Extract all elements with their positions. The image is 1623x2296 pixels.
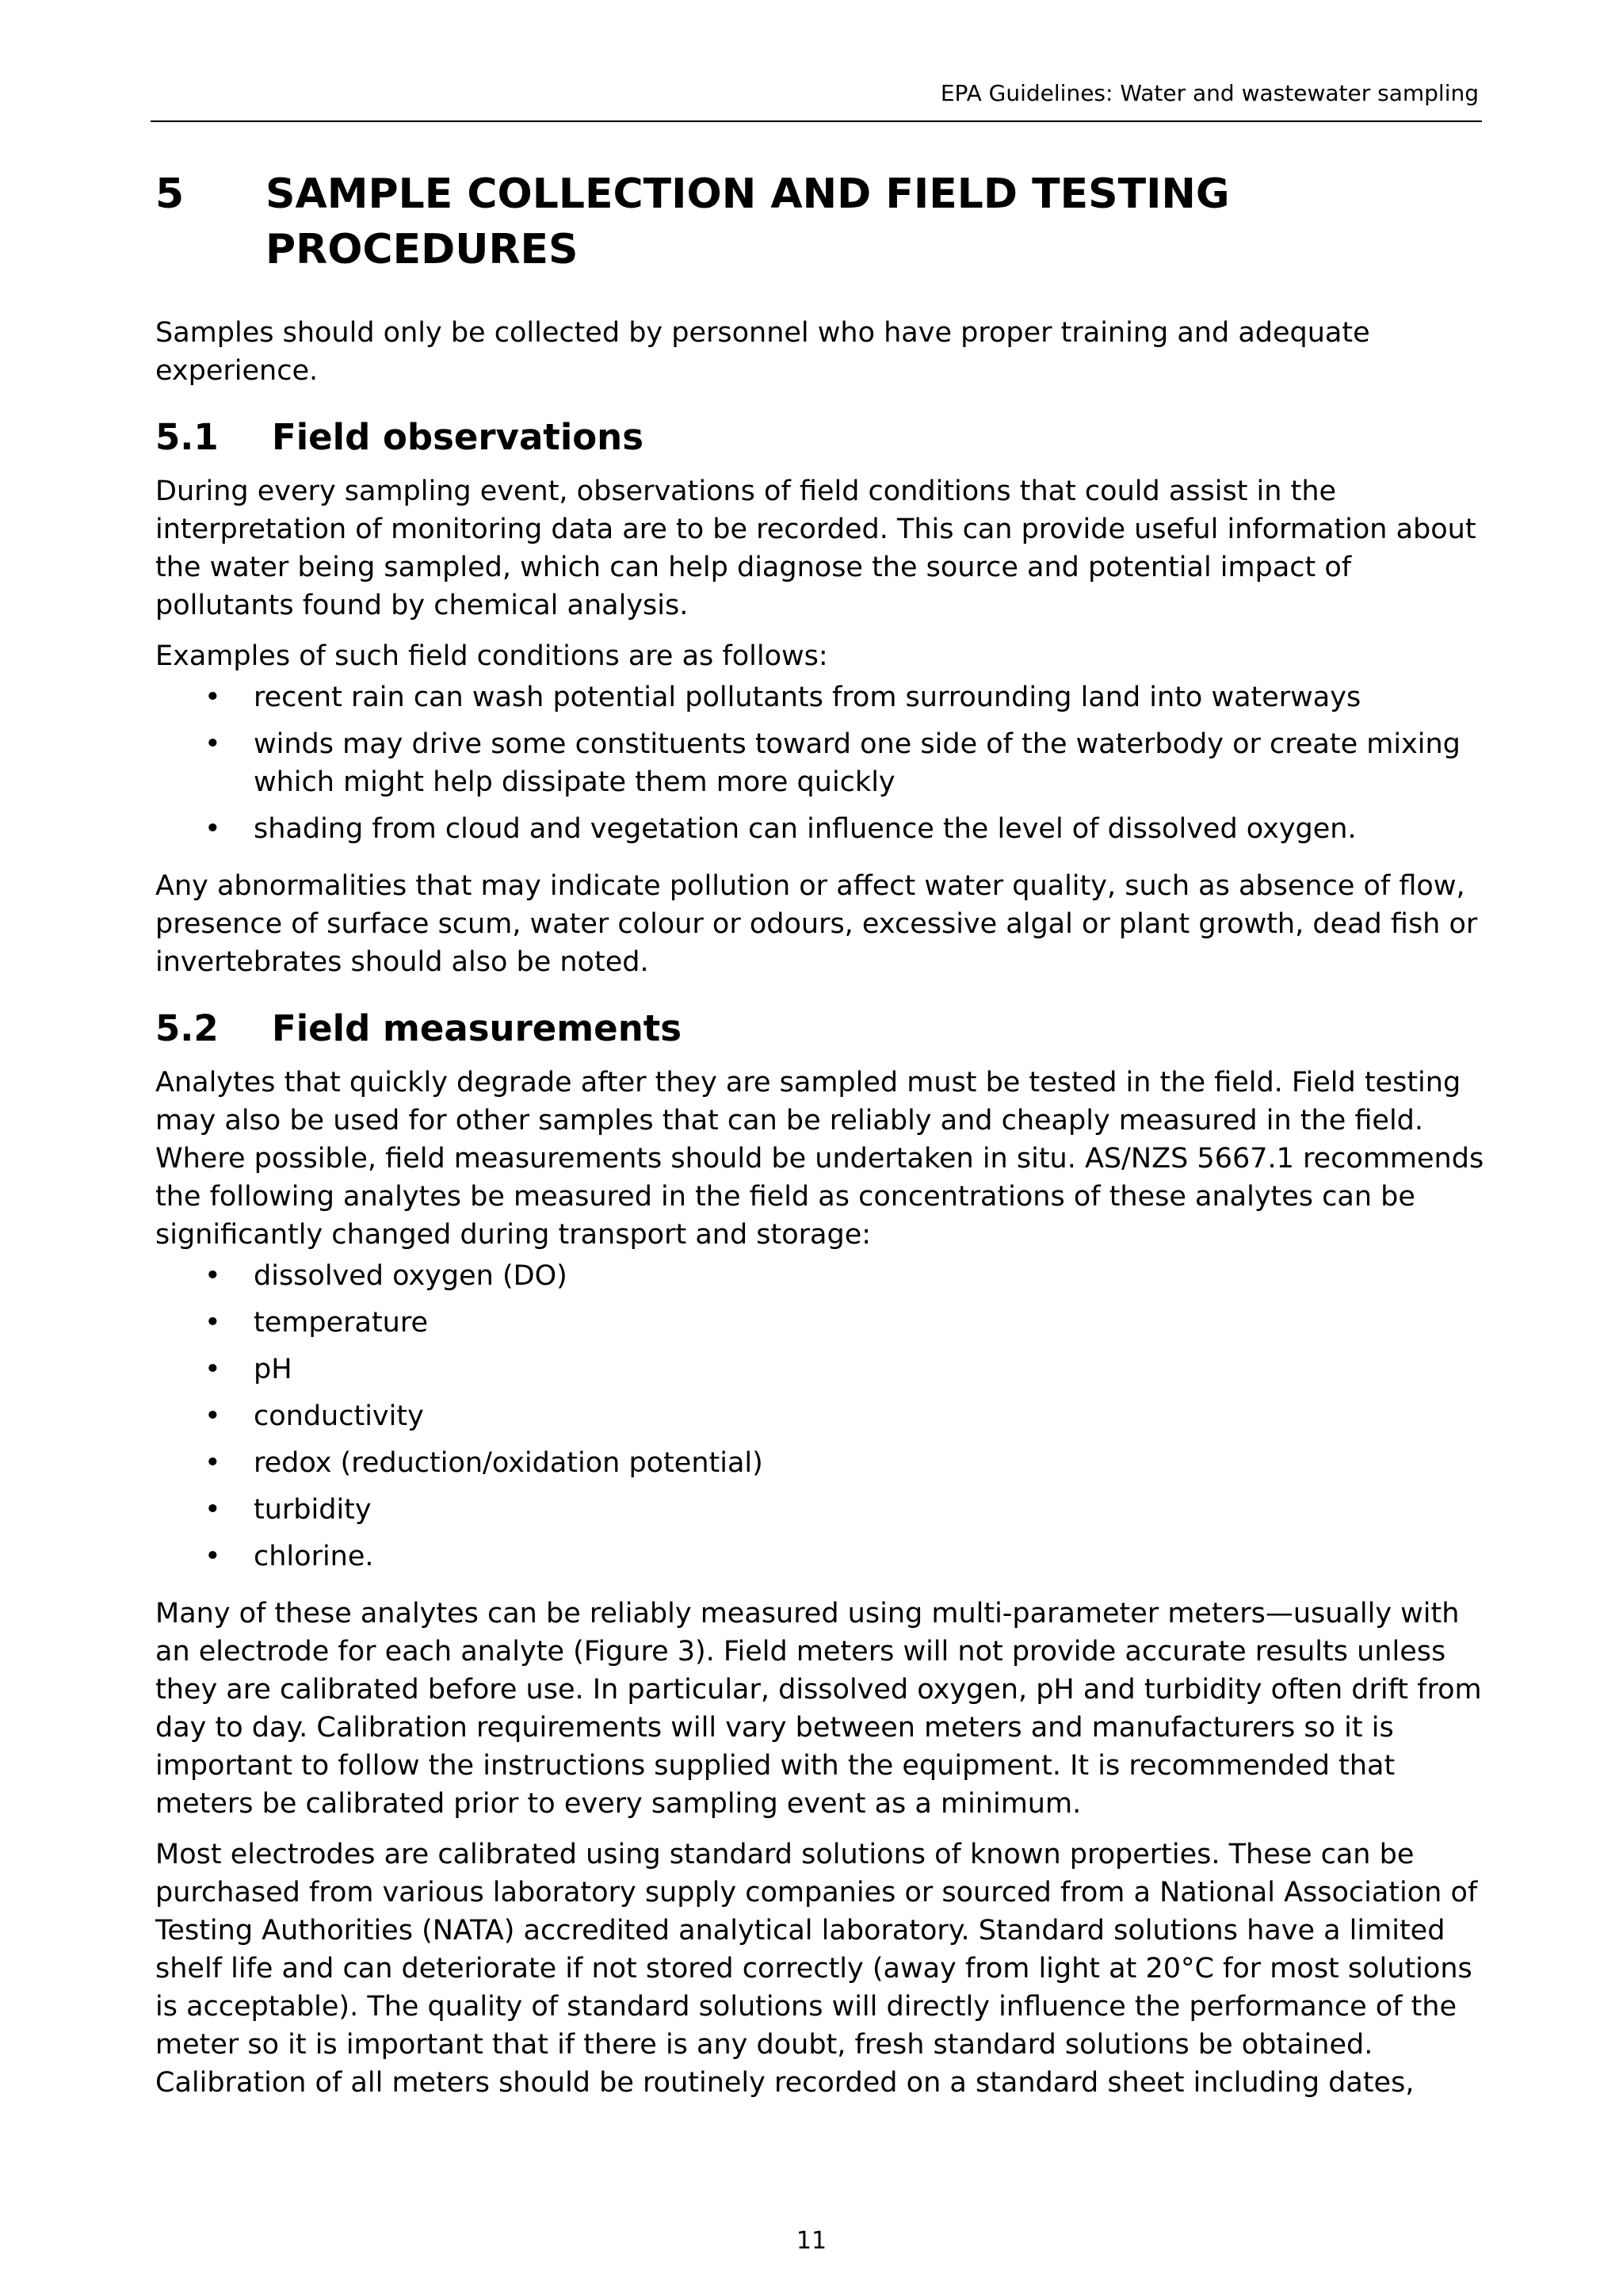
paragraph: During every sampling event, observations of field conditions that could assist in the interpretation of monitoring data are to be recorded. This can provide useful information about the water being sampled, which can help diagnose the source and potential impact of pollutants found by chemical analysis. [155,476,1476,621]
section-title: Field measurements [272,1007,682,1049]
chapter-number: 5 [155,170,185,218]
field-conditions-list [155,678,1487,848]
running-title: EPA Guidelines: Water and wastewater sampling [940,80,1479,106]
list-item: • chlorine. [155,1538,1487,1576]
page-number: 11 [796,2227,827,2255]
bullet-icon: • [204,1541,221,1572]
list-item: • recent rain can wash potential pollutants from surrounding land into waterways [155,678,1487,716]
section-number: 5.1 [155,416,219,458]
list-item: • dissolved oxygen (DO) [155,1257,1487,1295]
bullet-icon: • [204,813,221,845]
list-item: • conductivity [155,1397,1487,1435]
list-item: • shading from cloud and vegetation can influence the level of dissolved oxygen. [155,810,1487,848]
analytes-list [155,1257,1487,1576]
list-item: • winds may drive some constituents toward one side of the waterbody or create mixing which might help dissipate them more quickly [155,725,1487,801]
bullet-icon: • [204,1400,221,1432]
chapter-title: SAMPLE COLLECTION AND FIELD TESTING PROCEDURES [265,170,1230,273]
list-item: • pH [155,1350,1487,1389]
list-item: • turbidity [155,1491,1487,1529]
section-number: 5.2 [155,1007,219,1049]
page-header [151,78,1482,122]
bullet-icon: • [204,1494,221,1526]
list-item: • redox (reduction/oxidation potential) [155,1444,1487,1482]
bullet-icon: • [204,1307,221,1339]
paragraph: Examples of such field conditions are as follows: [155,640,828,672]
chapter-intro-paragraph: Samples should only be collected by personnel who have proper training and adequate experience. [155,317,1370,387]
list-item: • temperature [155,1304,1487,1342]
document-body [155,166,1487,2115]
paragraph: Analytes that quickly degrade after they are sampled must be tested in the field. Field testing may also be used for other samples that can be reliably and cheaply measured in the field. Where possible, field measurements should be undertaken in situ. AS/NZS 5667.1 recommends the following analytes be measured in the field as concentrations of these analytes can be significantly changed during transport and storage: [155,1067,1484,1251]
paragraph: Most electrodes are calibrated using standard solutions of known properties. These can be purchased from various laboratory supply companies or sourced from a National Association of Testing Authorities (NATA) accredited analytical laboratory. Standard solutions have a limited shelf life and can deteriorate if not stored correctly (away from light at 20°C for most solutions is acceptable). The quality of standard solutions will directly influence the performance of the meter so it is important that if there is any doubt, fresh standard solutions be obtained. Calibration of all meters should be routinely recorded on a standard sheet including dates, [155,1839,1478,2099]
paragraph: Any abnormalities that may indicate pollution or affect water quality, such as absence of flow, presence of surface scum, water colour or odours, excessive algal or plant growth, dead fish or invertebrates should also be noted. [155,870,1478,978]
bullet-icon: • [204,1260,221,1292]
chapter-heading [155,166,1487,277]
paragraph: Many of these analytes can be reliably measured using multi-parameter meters—usually with an electrode for each analyte (Figure 3). Field meters will not provide accurate results unless they are calibrated before use. In particular, dissolved oxygen, pH and turbidity often drift from day to day. Calibration requirements will vary between meters and manufacturers so it is important to follow the instructions supplied with the equipment. It is recommended that meters be calibrated prior to every sampling event as a minimum. [155,1598,1482,1820]
bullet-icon: • [204,728,221,760]
bullet-icon: • [204,1447,221,1479]
section-heading-field-measurements [155,1005,1487,1052]
section-heading-field-observations [155,414,1487,461]
bullet-icon: • [204,682,221,713]
bullet-icon: • [204,1354,221,1385]
section-title: Field observations [272,416,643,458]
